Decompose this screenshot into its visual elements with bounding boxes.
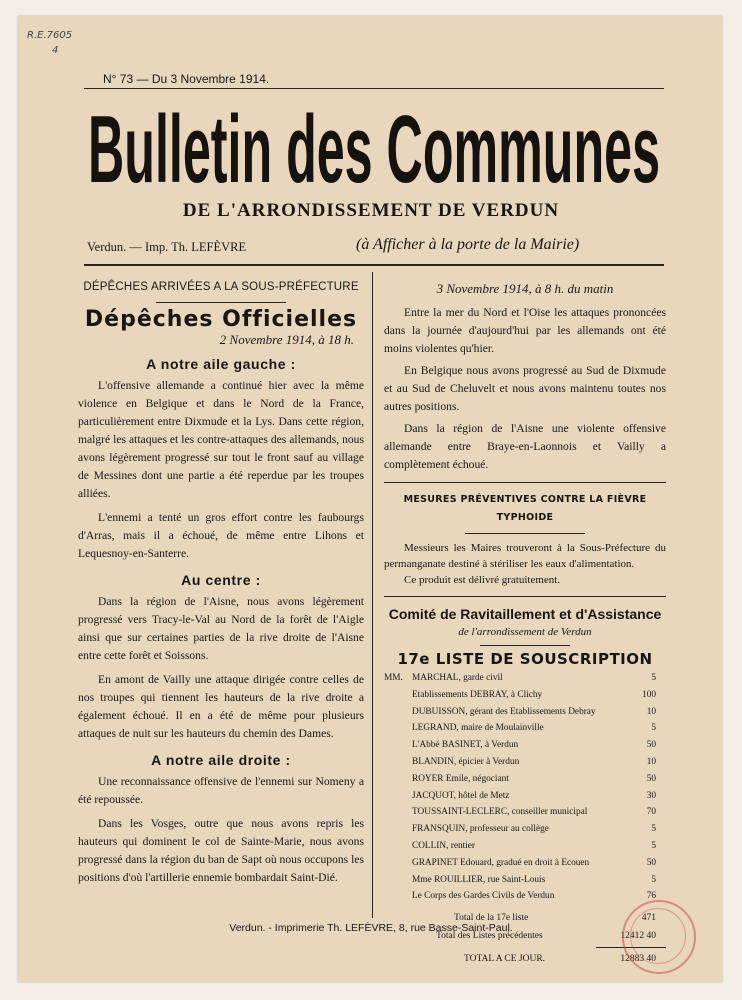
donor-amount: 50 xyxy=(646,857,656,868)
donor-name: TOUSSAINT-LECLERC, conseiller municipal xyxy=(412,807,588,818)
donor-amount: 10 xyxy=(646,756,656,767)
donor-amount: 70 xyxy=(646,807,656,818)
top-rule xyxy=(84,88,664,89)
donor-name: COLLIN, rentier xyxy=(412,840,475,851)
dispatch-date: 2 Novembre 1914, à 18 h. xyxy=(219,332,354,347)
donor-name: ROYER Emile, négociant xyxy=(412,773,509,784)
posting-notice: (à Afficher à la porte de la Mairie) xyxy=(356,236,580,253)
donor-row xyxy=(382,737,666,754)
typhoid-measures-free: Ce produit est délivré gratuitement. xyxy=(404,574,561,586)
archive-mark-code: R.E.7605 xyxy=(27,30,73,41)
committee-subtitle: de l'arrondissement de Verdun xyxy=(458,626,592,638)
right-wing-paragraph-2: Dans les Vosges, outre que nous avons repris les hauteurs qui dominent le col de Sainte-Marie, nous avons progressé dans la région du ban de Sapt où nous occupons les positions d'où l'artillerie ennemie bombardait Saint-Dié. xyxy=(78,817,364,884)
comite-rule xyxy=(384,596,666,597)
total-17-label: Total de la 17e liste xyxy=(454,913,529,924)
donor-name: BLANDIN, épicier à Verdun xyxy=(412,756,520,767)
donor-name: Etablissements DEBRAY, à Clichy xyxy=(412,689,543,700)
archive-mark-number: 4 xyxy=(52,45,59,56)
right-wing-heading: A notre aile droite : xyxy=(151,752,291,768)
subtitle: DE L'ARRONDISSEMENT DE VERDUN xyxy=(182,200,560,221)
left-column xyxy=(78,278,364,887)
donor-row xyxy=(382,788,666,805)
mesures-short-rule xyxy=(465,533,585,534)
morning-paragraph-1: Entre la mer du Nord et l'Oise les attaques prononcées dans la journée d'aujourd'hui par les allemands ont été moins violentes qu'hier. xyxy=(384,306,666,355)
donor-name: GRAPINET Edouard, gradué en droit à Ecouen xyxy=(412,857,590,868)
donor-row xyxy=(382,771,666,788)
committee-title: Comité de Ravitaillement et d'Assistance xyxy=(388,606,662,622)
total-previous-amount: 12412 40 xyxy=(620,931,656,942)
archive-mark xyxy=(27,28,72,58)
donor-amount: 5 xyxy=(651,874,656,885)
donor-amount: 5 xyxy=(651,673,656,683)
donor-row xyxy=(382,754,666,771)
donor-name: DUBUISSON, gérant des Etablissements Debray xyxy=(412,706,596,717)
typhoid-measures-title: MESURES PRÉVENTIVES CONTRE LA FIÈVRE TYPHOIDE xyxy=(403,494,647,523)
left-wing-paragraph-2: L'ennemi a tenté un gros effort contre les faubourgs d'Arras, mais il a échoué, de même entre Lihons et Lequesnoy-en-Santerre. xyxy=(78,511,364,560)
donor-name: MARCHAL, garde civil xyxy=(412,673,503,683)
donor-row xyxy=(382,855,666,872)
left-wing-heading: A notre aile gauche : xyxy=(146,356,296,372)
donor-prefix: MM. xyxy=(384,673,403,683)
total-day-amount: 12883 40 xyxy=(620,954,656,965)
donor-row xyxy=(382,821,666,838)
donor-name: L'Abbé BASINET, à Verdun xyxy=(412,740,519,751)
morning-paragraph-3: Dans la région de l'Aisne une violente offensive allemande entre Braye-en-Laonnois et Vailly a complètement échoué. xyxy=(384,422,666,471)
center-paragraph-2: En amont de Vailly une attaque dirigée contre celles de nos troupes qui tiennent les hauteurs de la rive droite a également échoué. Il en a été de même pour plusieurs attaques de nuit sur les hauteurs du chemin des Dames. xyxy=(78,673,364,740)
donor-amount: 5 xyxy=(651,723,656,734)
donor-name: Mme ROUILLIER, rue Saint-Louis xyxy=(412,874,546,885)
donor-amount: 76 xyxy=(646,891,656,902)
committee-short-rule xyxy=(480,645,570,646)
left-wing-paragraph-1: L'offensive allemande a continué hier avec la même violence en Belgique et dans le Nord de la France, particulièrement entre Dixmude et la Lys. Dans cette région, malgré les attaques et les contre-attaques des allemands, nous avons légèrement progressé sur tout le front sauf au village de Messines dont une partie a été reperdue par les troupes alliées. xyxy=(78,379,364,500)
donor-row xyxy=(382,687,666,704)
issue-number: N° 73 — Du 3 Novembre 1914. xyxy=(103,72,270,86)
donor-amount: 50 xyxy=(646,773,656,784)
dispatch-rule xyxy=(156,302,286,303)
donor-row xyxy=(382,888,666,905)
total-previous-label: Total des Listes précédentes xyxy=(436,931,543,942)
typhoid-measures-paragraph: Messieurs les Maires trouveront à la Sous-Préfecture du permanganate destiné à stériliser les eaux d'alimentation. xyxy=(384,542,666,570)
donor-row xyxy=(382,872,666,889)
dispatch-heading: DÉPÊCHES ARRIVÉES A LA SOUS-PRÉFECTURE xyxy=(83,281,359,293)
printer-line: Verdun. — Imp. Th. LEFÈVRE xyxy=(87,240,247,254)
total-day-label: TOTAL A CE JOUR. xyxy=(464,954,546,965)
donor-name: LEGRAND, maire de Moulainville xyxy=(412,723,544,734)
right-wing-paragraph-1: Une reconnaissance offensive de l'ennemi sur Nomeny a été repoussée. xyxy=(78,775,364,806)
total-day-row xyxy=(384,950,666,968)
donor-amount: 100 xyxy=(642,689,656,700)
masthead xyxy=(84,94,664,194)
donor-amount: 10 xyxy=(646,706,656,717)
header-rule xyxy=(84,264,664,266)
official-dispatches-title: Dépêches Officielles xyxy=(84,307,358,332)
donor-amount: 5 xyxy=(651,824,656,835)
masthead-title: Bulletin des Communes xyxy=(88,96,660,194)
donor-row xyxy=(382,804,666,821)
column-divider xyxy=(372,272,373,918)
library-stamp-icon xyxy=(622,900,696,974)
donor-list xyxy=(382,670,666,905)
morning-dispatch-date: 3 Novembre 1914, à 8 h. du matin xyxy=(436,281,614,296)
donor-name: Le Corps des Gardes Civils de Verdun xyxy=(412,891,555,902)
donor-name: JACQUOT, hôtel de Metz xyxy=(412,790,510,801)
donor-amount: 30 xyxy=(646,790,656,801)
donor-name: FRANSQUIN, professeur au collège xyxy=(412,824,549,835)
right-column xyxy=(384,280,666,968)
total-17-amount: 471 xyxy=(641,913,656,924)
donor-row xyxy=(382,838,666,855)
mesures-rule xyxy=(384,482,666,483)
center-heading: Au centre : xyxy=(181,572,261,588)
subscription-list-title: 17e LISTE DE SOUSCRIPTION xyxy=(397,650,653,668)
donor-row xyxy=(382,720,666,737)
morning-paragraph-2: En Belgique nous avons progressé au Sud de Dixmude et au Sud de Cheluvelt et nous avons maintenu toutes nos autres positions. xyxy=(384,364,666,413)
printer-footer: Verdun. - Imprimerie Th. LEFÈVRE, 8, rue Basse-Saint-Paul. xyxy=(229,922,513,934)
donor-row xyxy=(382,704,666,721)
center-paragraph-1: Dans la région de l'Aisne, nous avons légèrement progressé vers Tracy-le-Val au Nord de la forêt de l'Aigle ainsi que sur certaines parties de la rive droite de l'Aisne entre cette forêt et Soissons. xyxy=(78,595,364,662)
donor-amount: 5 xyxy=(651,840,656,851)
donor-row xyxy=(382,670,666,687)
donor-amount: 50 xyxy=(646,740,656,751)
